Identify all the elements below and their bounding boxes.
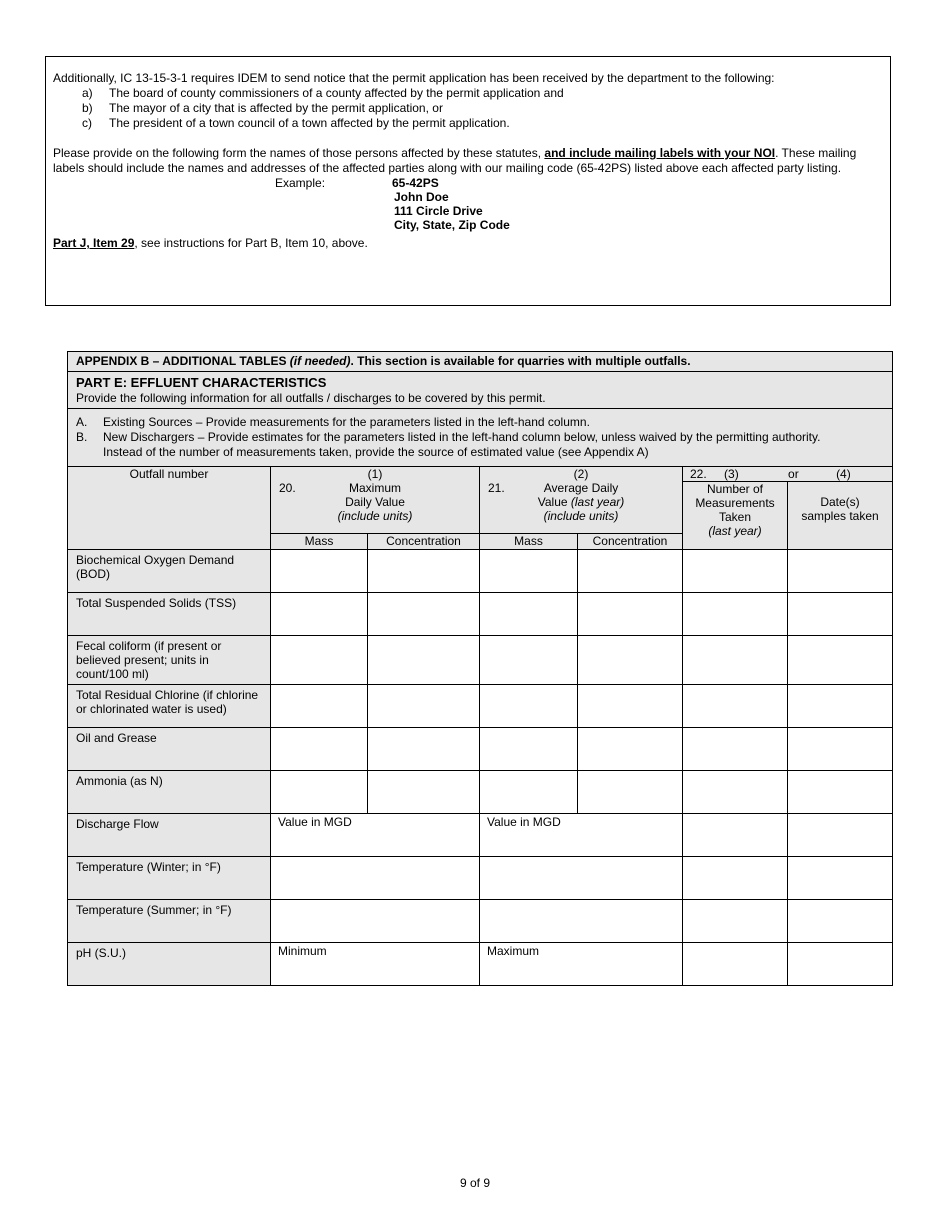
input-cell[interactable] [683, 943, 788, 986]
input-cell[interactable] [480, 728, 578, 771]
notice-box [45, 56, 891, 306]
input-cell[interactable] [683, 728, 788, 771]
input-cell[interactable] [578, 685, 683, 728]
table-row [68, 943, 893, 986]
table-row [68, 857, 893, 900]
param-label: Biochemical Oxygen Demand (BOD) [68, 550, 271, 593]
input-cell[interactable] [480, 771, 578, 814]
input-cell[interactable] [368, 550, 480, 593]
example-address: 65-42PS John Doe 111 Circle Drive City, State, Zip Code [392, 176, 510, 232]
table-row [68, 593, 893, 636]
table-row [68, 550, 893, 593]
table-row [68, 685, 893, 728]
input-cell[interactable] [578, 550, 683, 593]
input-cell[interactable] [683, 685, 788, 728]
input-cell[interactable] [578, 636, 683, 685]
concentration-header: Concentration [368, 534, 480, 550]
input-cell[interactable] [788, 550, 893, 593]
input-cell[interactable] [683, 900, 788, 943]
table-row [68, 728, 893, 771]
input-cell[interactable] [788, 685, 893, 728]
input-cell[interactable] [368, 771, 480, 814]
input-cell[interactable] [480, 636, 578, 685]
input-cell[interactable] [578, 728, 683, 771]
input-cell[interactable] [271, 685, 368, 728]
flow-max-cell[interactable]: Value in MGD [271, 814, 480, 857]
input-cell[interactable] [683, 814, 788, 857]
input-cell[interactable] [271, 550, 368, 593]
instructions: A. Existing Sources – Provide measurements for the parameters listed in the left-hand column. B. New Dischargers – Provide estimates for the parameters listed in the left-hand column below, unless waived by the permitting authority. Instead of the number of measurements taken, provide the source of estimated value (see Appendix A) [68, 409, 893, 467]
input-cell[interactable] [683, 771, 788, 814]
input-cell[interactable] [368, 593, 480, 636]
page-number: 9 of 9 [459, 1176, 491, 1190]
part-e-header: PART E: EFFLUENT CHARACTERISTICS Provide the following information for all outfalls / discharges to be covered by this permit. [68, 372, 893, 409]
param-label: Temperature (Winter; in °F) [68, 857, 271, 900]
input-cell[interactable] [480, 857, 683, 900]
param-label: Fecal coliform (if present or believed present; units in count/100 ml) [68, 636, 271, 685]
mass-header: Mass [271, 534, 368, 550]
input-cell[interactable] [480, 593, 578, 636]
input-cell[interactable] [271, 593, 368, 636]
concentration-header: Concentration [578, 534, 683, 550]
table-row [68, 771, 893, 814]
input-cell[interactable] [683, 636, 788, 685]
input-cell[interactable] [788, 728, 893, 771]
input-cell[interactable] [683, 550, 788, 593]
input-cell[interactable] [271, 636, 368, 685]
partj-note: Part J, Item 29, see instructions for Part B, Item 10, above. [53, 236, 368, 250]
mass-header: Mass [480, 534, 578, 550]
input-cell[interactable] [271, 900, 480, 943]
param-label: Temperature (Summer; in °F) [68, 900, 271, 943]
avg-daily-header: (2) 21. Average Daily Value (last year) (include units) [480, 467, 683, 534]
ph-min-cell[interactable]: Minimum [271, 943, 480, 986]
param-label: Oil and Grease [68, 728, 271, 771]
input-cell[interactable] [578, 593, 683, 636]
input-cell[interactable] [480, 685, 578, 728]
param-label: Total Residual Chlorine (if chlorine or chlorinated water is used) [68, 685, 271, 728]
input-cell[interactable] [368, 685, 480, 728]
example-label: Example: [275, 176, 326, 190]
input-cell[interactable] [480, 900, 683, 943]
input-cell[interactable] [368, 636, 480, 685]
param-label: pH (S.U.) [68, 943, 271, 986]
appendix-b-table [67, 351, 892, 986]
input-cell[interactable] [271, 728, 368, 771]
input-cell[interactable] [788, 943, 893, 986]
table-row [68, 814, 893, 857]
input-cell[interactable] [368, 728, 480, 771]
notice-intro: Additionally, IC 13-15-3-1 requires IDEM to send notice that the permit application has been received by the department to the following: [53, 71, 775, 85]
notice-list [53, 86, 883, 131]
list-item: c) The president of a town council of a town affected by the permit application. [82, 116, 510, 130]
param-label: Discharge Flow [68, 814, 271, 857]
input-cell[interactable] [683, 857, 788, 900]
flow-avg-cell[interactable]: Value in MGD [480, 814, 683, 857]
outfall-number-header: Outfall number [68, 467, 271, 550]
param-label: Total Suspended Solids (TSS) [68, 593, 271, 636]
col-22-header: 22. (3) or (4) [683, 467, 893, 482]
list-item: b) The mayor of a city that is affected by the permit application, or [82, 101, 443, 115]
example-block [53, 176, 883, 236]
appendix-title: APPENDIX B – ADDITIONAL TABLES (if needed). This section is available for quarries with multiple outfalls. [68, 352, 893, 372]
ph-max-cell[interactable]: Maximum [480, 943, 683, 986]
input-cell[interactable] [788, 857, 893, 900]
input-cell[interactable] [683, 593, 788, 636]
input-cell[interactable] [788, 814, 893, 857]
list-item: a) The board of county commissioners of a county affected by the permit application and [82, 86, 564, 100]
input-cell[interactable] [788, 636, 893, 685]
input-cell[interactable] [788, 771, 893, 814]
input-cell[interactable] [788, 900, 893, 943]
measurements-taken-header: Number of Measurements Taken (last year) [683, 482, 788, 550]
provide-paragraph: Please provide on the following form the names of those persons affected by these statutes, and include mailing labels with your NOI. These mailing labels should include the names and addresses of the affected parties along with our mailing code (65-42PS) listed above each affected party listing. [53, 146, 857, 175]
max-daily-header: (1) 20. Maximum Daily Value (include units) [271, 467, 480, 534]
param-label: Ammonia (as N) [68, 771, 271, 814]
input-cell[interactable] [788, 593, 893, 636]
table-row [68, 636, 893, 685]
table-row [68, 900, 893, 943]
dates-header: Date(s) samples taken [788, 482, 893, 550]
input-cell[interactable] [271, 771, 368, 814]
input-cell[interactable] [480, 550, 578, 593]
input-cell[interactable] [271, 857, 480, 900]
input-cell[interactable] [578, 771, 683, 814]
